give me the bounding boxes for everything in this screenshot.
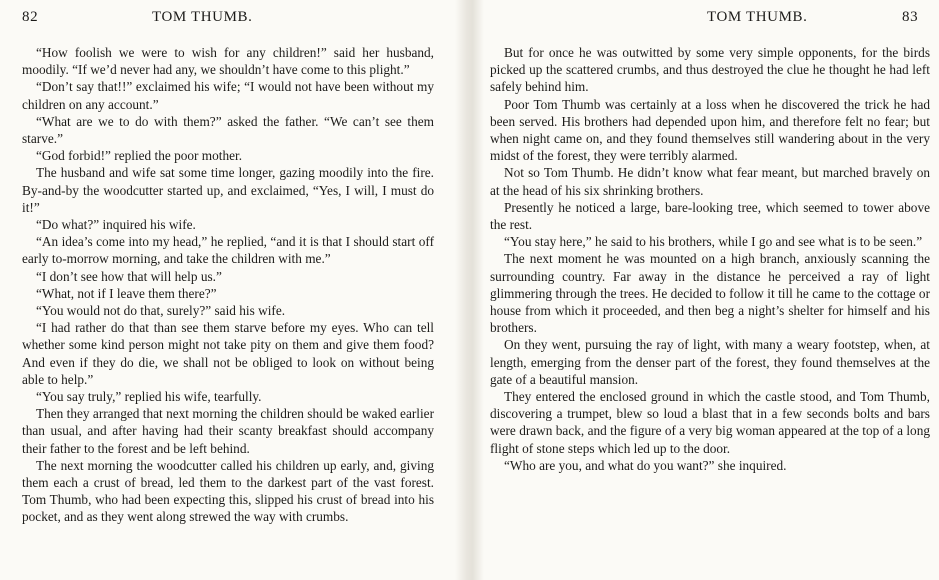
paragraph: “How foolish we were to wish for any children!” said her husband, moodily. “If we’d never had any, we shouldn’t have come to this plight.” <box>22 45 434 78</box>
paragraph: But for once he was outwitted by some very simple opponents, for the birds picked up the scattered crumbs, and thus destroyed the clue he thought he had left safely behind him. <box>490 45 930 95</box>
right-page-number: 83 <box>902 9 919 25</box>
left-page-text <box>22 44 434 526</box>
paragraph: The husband and wife sat some time longer, gazing moodily into the fire. By-and-by the woodcutter started up, and exclaimed, “Yes, I will, I must do it!” <box>22 165 434 215</box>
paragraph: “Who are you, and what do you want?” she inquired. <box>504 457 787 473</box>
paragraph: They entered the enclosed ground in which the castle stood, and Tom Thumb, discovering a trumpet, blew so loud a blast that in a few seconds bolts and bars were drawn back, and the figure of a very big woman appeared at the top of a long flight of stone steps which led up to the door. <box>490 389 930 456</box>
paragraph: “You say truly,” replied his wife, tearfully. <box>36 389 262 405</box>
paragraph: “God forbid!” replied the poor mother. <box>36 148 243 164</box>
paragraph: “What are we to do with them?” asked the father. “We can’t see them starve.” <box>22 113 434 147</box>
paragraph: Then they arranged that next morning the children should be waked earlier than usual, and after having had their scanty breakfast should accompany their father to the forest and be left behind. <box>22 406 434 456</box>
paragraph: “What, not if I leave them there?” <box>36 285 217 301</box>
right-page-text <box>490 44 930 474</box>
paragraph: “Do what?” inquired his wife. <box>36 217 196 233</box>
left-running-title: TOM THUMB. <box>152 9 253 25</box>
paragraph: “I had rather do that than see them starve before my eyes. Who can tell whether some kind person might not take pity on them and give them food? And even if they do die, we shall not be obliged to look on without being able to help.” <box>22 320 434 387</box>
paragraph: “I don’t see how that will help us.” <box>36 268 222 284</box>
paragraph: Not so Tom Thumb. He didn’t know what fear meant, but marched bravely on at the head of his six shrinking brothers. <box>490 165 930 198</box>
left-page <box>0 0 455 580</box>
paragraph: Presently he noticed a large, bare-looking tree, which seemed to tower above the rest. <box>490 199 930 233</box>
right-running-title: TOM THUMB. <box>707 9 808 25</box>
paragraph: On they went, pursuing the ray of light, with many a weary footstep, when, at length, emerging from the denser part of the forest, they found themselves at the gate of a beautiful mansion. <box>490 337 930 387</box>
paragraph: “An idea’s come into my head,” he replied, “and it is that I should start off early to-morrow morning, and take the children with me.” <box>22 234 434 267</box>
paragraph: “You would not do that, surely?” said his wife. <box>36 303 286 319</box>
paragraph: “You stay here,” he said to his brothers, while I go and see what is to be seen.” <box>504 234 923 250</box>
paragraph: Poor Tom Thumb was certainly at a loss when he discovered the trick he had been served. His brothers had depended upon him, and therefore felt no fear; but when night came on, and they found themselves still wandering about in the very midst of the forest, they were terribly alarmed. <box>490 96 930 164</box>
paragraph: “Don’t say that!!” exclaimed his wife; “I would not have been without my children on any account.” <box>22 79 434 112</box>
book-gutter <box>455 0 484 580</box>
paragraph: The next morning the woodcutter called his children up early, and, giving them each a crust of bread, led them to the darkest part of the vast forest. Tom Thumb, who had been expecting this, slipped his crust of bread into his pocket, and as they went along strewed the way with crumbs. <box>22 457 434 525</box>
paragraph: The next moment he was mounted on a high branch, anxiously scanning the surrounding country. Far away in the distance he perceived a ray of light glimmering through the trees. He decided to follow it till he came to the cottage or house from which it proceeded, and then beg a night’s shelter for himself and his brothers. <box>490 251 930 336</box>
left-page-number: 82 <box>22 9 39 25</box>
right-page <box>484 0 939 580</box>
